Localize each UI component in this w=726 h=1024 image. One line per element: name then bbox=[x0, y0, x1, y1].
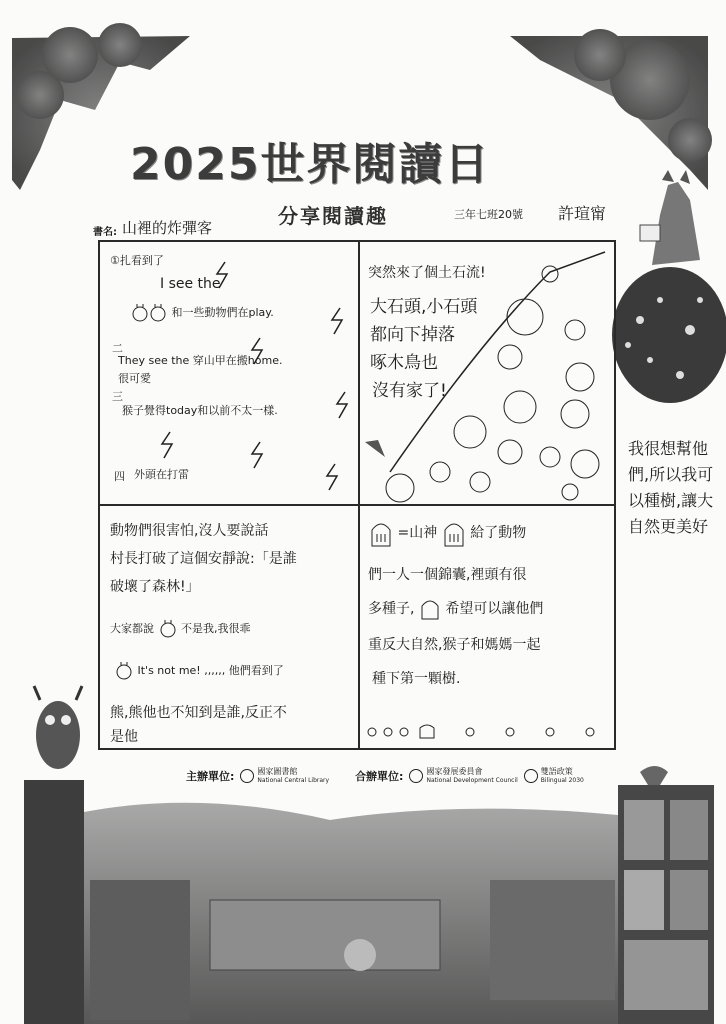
mountain-god-icon-2 bbox=[442, 520, 466, 548]
side-note: 我很想幫他們,所以我可以種樹,讓大自然更美好 bbox=[628, 439, 714, 536]
panel-4-line-3b: 希望可以讓他們 bbox=[445, 601, 544, 617]
panel-1 bbox=[100, 242, 358, 504]
panel-1-line-4-marker: 三 bbox=[112, 390, 123, 403]
panel-3-line-3: 破壞了森林!」 bbox=[110, 579, 200, 595]
panel-1-line-3b: 很可愛 bbox=[118, 372, 151, 385]
comic-grid bbox=[98, 240, 616, 750]
ncl-logo-icon bbox=[240, 769, 254, 783]
bookshelf-right bbox=[618, 766, 714, 1024]
panel-4-line-3a: 多種子, bbox=[368, 601, 415, 617]
panel-2-line-5: 沒有家了! bbox=[372, 381, 447, 401]
panel-1-line-4: 猴子覺得today和以前不太一樣. bbox=[122, 404, 278, 417]
panel-3-line-5a: It's not me! bbox=[137, 664, 201, 677]
rabbit-face-icon bbox=[159, 620, 177, 638]
panel-1-line-1: I see the bbox=[160, 276, 221, 292]
student-name: 許瑄甯 bbox=[558, 204, 607, 223]
panel-3-line-2: 村長打破了這個安靜說:「是誰 bbox=[110, 551, 297, 567]
co-org-name: 國家發展委員會 bbox=[426, 767, 483, 776]
panel-4-line-2: 們一人一個錦囊,裡頭有很 bbox=[368, 567, 527, 583]
panel-1-line-2-text: 和一些動物們在play. bbox=[171, 306, 274, 319]
panel-4-line-4: 重反大自然,猴子和媽媽一起 bbox=[368, 637, 541, 653]
co-org-name-en: National Development Council bbox=[426, 777, 518, 784]
bilingual-logo-icon bbox=[524, 769, 538, 783]
panel-2-line-2: 大石頭,小石頭 bbox=[370, 297, 478, 317]
co-org2-name: 雙語政策 bbox=[540, 767, 573, 776]
seeds-row-drawing bbox=[360, 722, 614, 744]
class-seat-number: 三年七班20號 bbox=[454, 208, 523, 221]
panel-1-line-1-marker: ①扎看到了 bbox=[110, 254, 164, 267]
panel-4-line-1a: =山神 bbox=[397, 525, 438, 541]
fox-illustration bbox=[612, 170, 726, 403]
panel-1-line-5: 外頭在打雷 bbox=[134, 468, 189, 481]
panel-3-line-5b: ,,,,,, 他們看到了 bbox=[204, 664, 284, 677]
lightning-icons bbox=[100, 242, 358, 504]
host-org-name: 國家圖書館 bbox=[257, 767, 298, 776]
host-org-logo bbox=[240, 767, 329, 785]
panel-1-line-3: They see the 穿山甲在搬home. bbox=[118, 354, 283, 367]
panel-1-line-5-marker: 四 bbox=[114, 470, 125, 483]
book-title-label: 書名: bbox=[93, 227, 117, 238]
subtitle: 分享閱讀趣 bbox=[278, 204, 388, 228]
panel-2-line-1: 突然來了個土石流! bbox=[368, 265, 486, 281]
ndc-logo-icon bbox=[409, 769, 423, 783]
panel-3-line-1: 動物們很害怕,沒人要說話 bbox=[110, 523, 269, 539]
forest-ground bbox=[84, 803, 618, 1024]
panel-2 bbox=[360, 242, 614, 504]
panel-3-line-4b: 不是我,我很乖 bbox=[181, 622, 251, 635]
organizer-row bbox=[186, 766, 584, 786]
mountain-god-icon bbox=[369, 520, 393, 548]
page-title: 2025世界閱讀日 bbox=[130, 139, 491, 190]
panel-4-line-5: 種下第一顆樹. bbox=[372, 671, 461, 687]
panel-3-line-4a: 大家都說 bbox=[110, 622, 154, 635]
owl-illustration bbox=[24, 686, 84, 1024]
panel-1-line-3-marker: 二 bbox=[112, 342, 123, 355]
panel-3 bbox=[100, 506, 358, 750]
mountain-god-icon-3 bbox=[420, 598, 440, 620]
panel-3-line-7: 是他 bbox=[110, 729, 138, 745]
panel-4-line-3 bbox=[368, 598, 543, 620]
panel-2-line-3: 都向下掉落 bbox=[370, 325, 455, 345]
rabbit-face-icon-2 bbox=[115, 662, 133, 680]
co-org2-logo bbox=[524, 767, 584, 785]
book-title-value: 山裡的炸彈客 bbox=[122, 219, 213, 237]
host-label: 主辦單位: bbox=[186, 770, 235, 783]
panel-2-line-4: 啄木鳥也 bbox=[370, 353, 438, 373]
panel-4 bbox=[360, 506, 614, 750]
panel-3-line-4 bbox=[110, 620, 251, 638]
panel-4-line-1b: 給了動物 bbox=[470, 525, 527, 541]
panel-4-line-1 bbox=[368, 520, 526, 548]
co-host-label: 合辦單位: bbox=[355, 770, 404, 783]
host-org-name-en: National Central Library bbox=[257, 777, 330, 784]
panel-3-line-6: 熊,熊他也不知到是誰,反正不 bbox=[110, 705, 287, 721]
co-org-logo bbox=[409, 767, 517, 785]
panel-3-line-5 bbox=[114, 662, 284, 680]
co-org2-name-en: Bilingual 2030 bbox=[540, 777, 584, 784]
